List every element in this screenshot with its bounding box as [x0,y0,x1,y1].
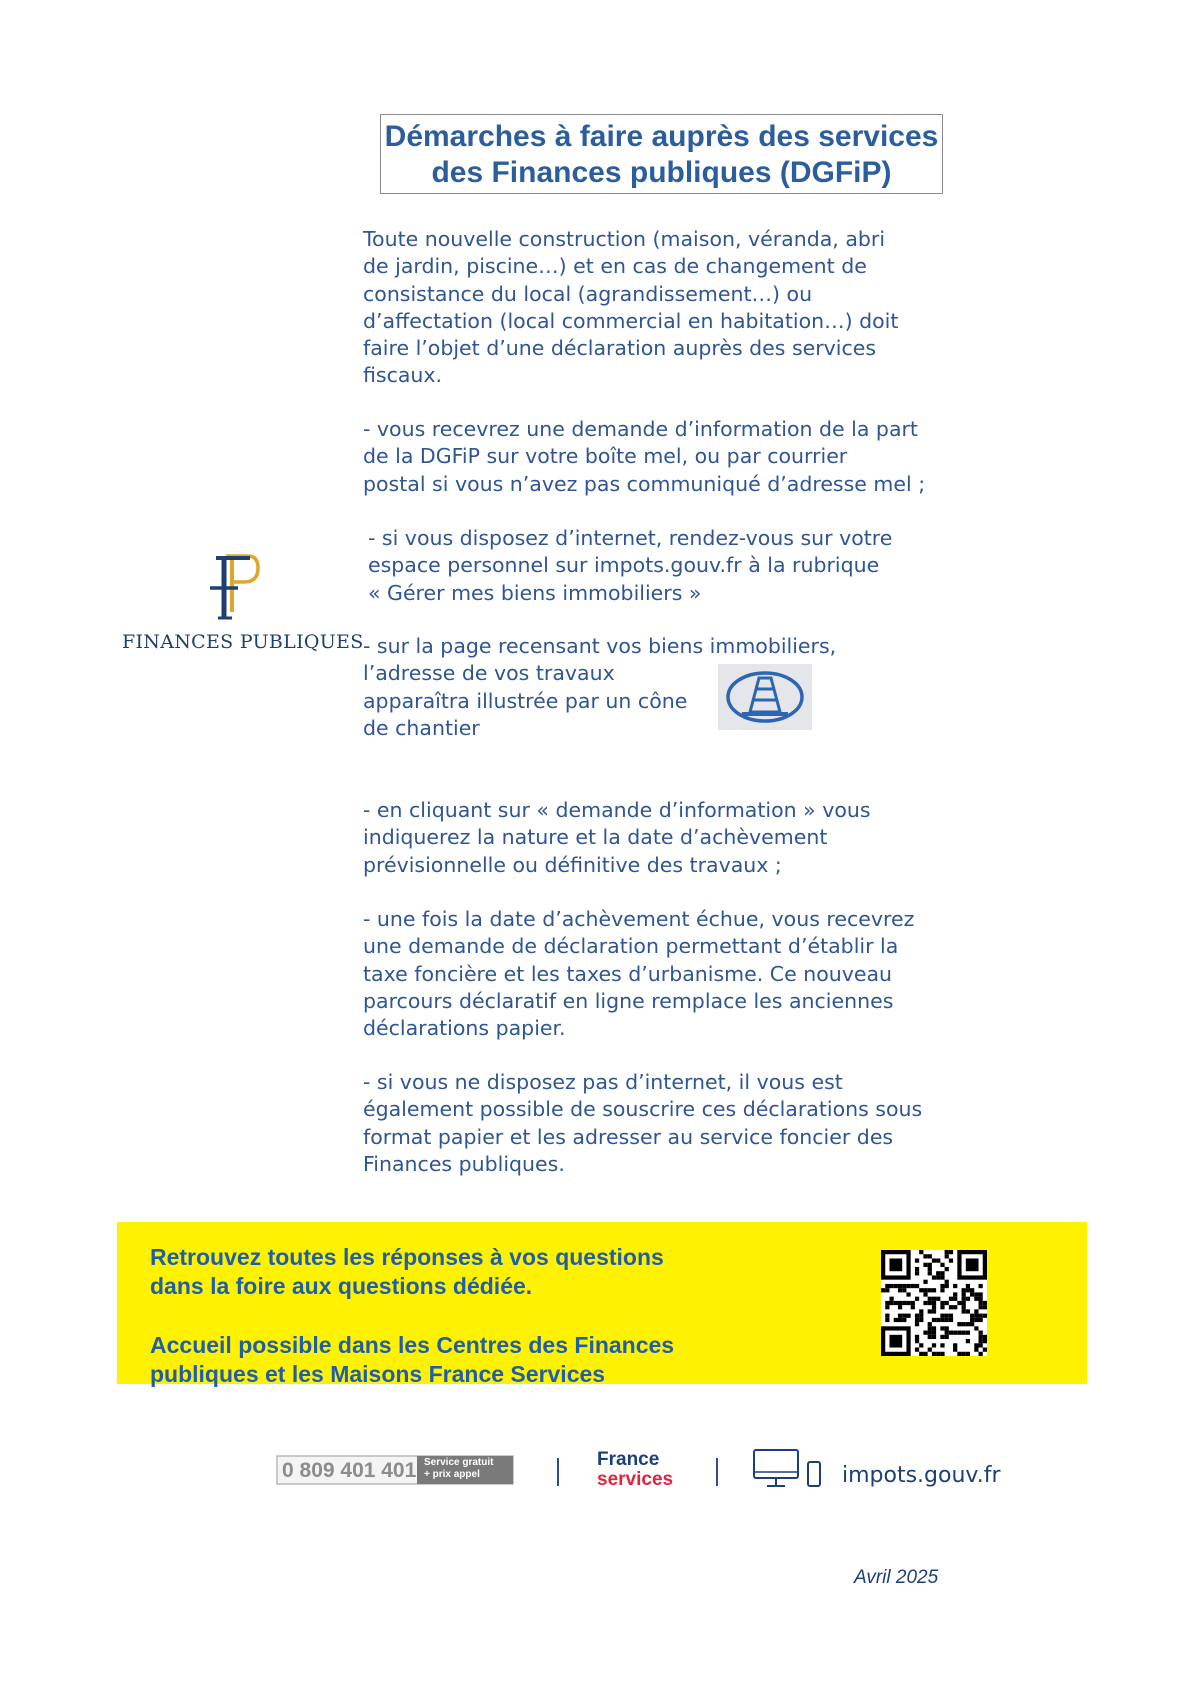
page-title-box [380,114,943,194]
text-line: - sur la page recensant vos biens immobiliers, [363,634,837,658]
france-services-logo[interactable] [597,1450,673,1490]
text-line: Finances publiques. [363,1151,565,1176]
text-line: prévisionnelle ou définitive des travaux ; [363,852,782,877]
info-request-paragraph [363,416,943,498]
banner-line4: publiques et les Maisons France Services [150,1361,606,1387]
demande-information-paragraph [363,797,943,879]
construction-cone-icon [718,664,812,730]
website-link[interactable]: impots.gouv.fr [842,1463,1001,1488]
text-line: d’affectation (local commercial en habitation…) doit [363,308,899,333]
text-line: également possible de souscrire ces déclarations sous [363,1097,923,1122]
text-line: indiquerez la nature et la date d’achèvement [363,825,828,850]
declaration-paragraph [363,906,943,1042]
text-line: de jardin, piscine…) et en cas de changement de [363,254,867,279]
text-line: - si vous disposez d’internet, rendez-vous sur votre [368,526,893,550]
text-line: - une fois la date d’achèvement échue, vous recevrez [363,907,915,931]
paper-format-paragraph [363,1069,943,1178]
text-line: déclarations papier. [363,1016,566,1041]
separator [557,1458,559,1486]
text-line: parcours déclaratif en ligne remplace les anciennes [363,988,894,1013]
computer-icon [752,1448,826,1490]
text-line: « Gérer mes biens immobiliers » [368,580,702,605]
text-line: - vous recevrez une demande d’information de la part [363,417,918,441]
text-line: - en cliquant sur « demande d’information » vous [363,798,871,822]
banner-line3: Accueil possible dans les Centres des Finances [150,1332,675,1358]
qr-code[interactable] [881,1250,987,1356]
text-line: une demande de déclaration permettant d’établir la [363,934,899,959]
text-line: consistance du local (agrandissement…) ou [363,281,813,306]
internet-paragraph [368,525,943,607]
document-date: Avril 2025 [854,1567,939,1588]
phone-number-badge[interactable] [276,1453,514,1487]
intro-paragraph [363,226,943,390]
phone-badge-line2: + prix appel [424,1469,480,1480]
text-line: postal si vous n’avez pas communiqué d’adresse mel ; [363,471,926,496]
property-page-paragraph [363,633,943,742]
text-line: l’adresse de vos travaux [363,661,615,686]
text-line: de chantier [363,715,480,740]
text-line: faire l’objet d’une déclaration auprès des services [363,336,877,361]
phone-number: 0 809 401 401 [282,1459,417,1482]
banner-line2: dans la foire aux questions dédiée. [150,1273,533,1299]
text-line: espace personnel sur impots.gouv.fr à la rubrique [368,553,880,578]
text-line: taxe foncière et les taxes d’urbanisme. Ce nouveau [363,961,893,986]
text-line: format papier et les adresser au service foncier des [363,1124,894,1149]
text-line: de la DGFiP sur votre boîte mel, ou par courrier [363,444,848,469]
banner-line1: Retrouvez toutes les réponses à vos questions [150,1244,664,1270]
phone-badge-line1: Service gratuit [424,1457,494,1468]
france-services-line1: France [597,1449,660,1470]
logo-text: FINANCES PUBLIQUES [122,631,364,653]
page-title-line2: des Finances publiques (DGFiP) [431,156,892,189]
separator [716,1458,718,1486]
france-services-line2: services [597,1469,674,1490]
page-title-line1: Démarches à faire auprès des services [384,120,939,153]
text-line: fiscaux. [363,363,443,388]
text-line: Toute nouvelle construction (maison, véranda, abri [363,227,886,251]
text-line: apparaîtra illustrée par un cône [363,688,688,713]
text-line: - si vous ne disposez pas d’internet, il vous est [363,1070,843,1094]
